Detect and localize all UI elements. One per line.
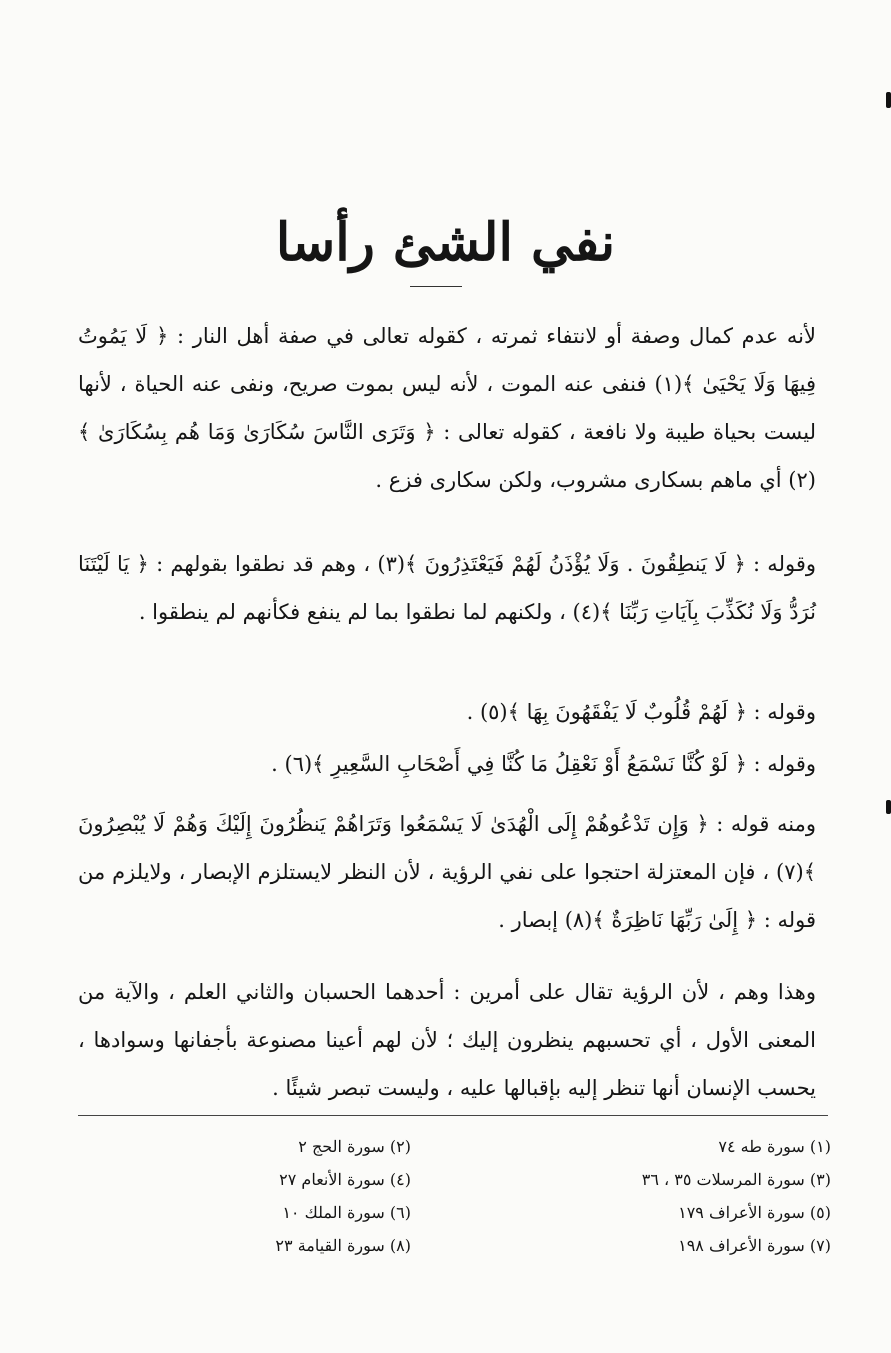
paragraph-text: وهذا وهم ، لأن الرؤية تقال على أمرين : أحدهما الحسبان والثاني العلم ، والآية من المعنى الأول ، أي تحسبهم ينظرون إليك ؛ لأن لهم أعينا مصنوعة بأجفانها وسوادها ، يحسب الإنسان أنها تنظر إليه بإقبالها عليه ، وليست تبصر شيئًا . <box>78 980 816 1100</box>
paragraph-text: وقوله : ﴿ لَوْ كُنَّا نَسْمَعُ أَوْ نَعْقِلُ مَا كُنَّا فِي أَصْحَابِ السَّعِيرِ ﴾(٦) . <box>271 752 816 776</box>
title-divider <box>410 286 462 287</box>
footnotes-column-left <box>171 1130 411 1262</box>
footnote-divider <box>78 1115 828 1116</box>
footnote: (٦) سورة الملك ١٠ <box>282 1203 411 1222</box>
paragraph-text: وقوله : ﴿ لَا يَنطِقُونَ . وَلَا يُؤْذَنُ لَهُمْ فَيَعْتَذِرُونَ ﴾(٣) ، وهم قد نطقوا بقولهم : ﴿ يَا لَيْتَنَا نُرَدُّ وَلَا نُكَذِّبَ بِآيَاتِ رَبِّنَا ﴾(٤) ، ولكنهم لما نطقوا بما لم ينفع فكأنهم لم ينطقوا . <box>78 552 816 624</box>
page-edge-mark <box>886 92 891 108</box>
body-paragraph-1 <box>78 312 816 504</box>
body-paragraph-4 <box>78 740 816 788</box>
footnote: (٥) سورة الأعراف ١٧٩ <box>678 1203 831 1222</box>
body-paragraph-5 <box>78 800 816 944</box>
footnote: (٣) سورة المرسلات ٣٥ ، ٣٦ <box>641 1170 831 1189</box>
body-paragraph-3 <box>78 688 816 736</box>
page-edge-mark <box>886 800 891 814</box>
footnote: (٢) سورة الحج ٢ <box>298 1137 411 1156</box>
paragraph-text: ومنه قوله : ﴿ وَإِن تَدْعُوهُمْ إِلَى الْهُدَىٰ لَا يَسْمَعُوا وَتَرَاهُمْ يَنظُرُونَ إِلَيْكَ وَهُمْ لَا يُبْصِرُونَ ﴾(٧) ، فإن المعتزلة احتجوا على نفي الرؤية ، لأن النظر لايستلزم الإبصار ، ولايلزم من قوله : ﴿ إِلَىٰ رَبِّهَا نَاظِرَةٌ ﴾(٨) إبصار . <box>78 812 816 932</box>
paragraph-text: لأنه عدم كمال وصفة أو لانتفاء ثمرته ، كقوله تعالى في صفة أهل النار : ﴿ لَا يَمُوتُ فِيهَا وَلَا يَحْيَىٰ ﴾(١) فنفى عنه الموت ، لأنه ليس بموت صريح، ونفى عنه الحياة ، لأنها ليست بحياة طيبة ولا نافعة ، كقوله تعالى : ﴿ وَتَرَى النَّاسَ سُكَارَىٰ وَمَا هُم بِسُكَارَىٰ ﴾(٢) أي ماهم بسكارى مشروب، ولكن سكارى فزع . <box>78 324 816 492</box>
footnotes-column-right <box>551 1130 831 1262</box>
footnote: (١) سورة طه ٧٤ <box>718 1137 831 1156</box>
footnote: (٧) سورة الأعراف ١٩٨ <box>678 1236 831 1255</box>
body-paragraph-6 <box>78 968 816 1112</box>
footnote: (٨) سورة القيامة ٢٣ <box>275 1236 411 1255</box>
paragraph-text: وقوله : ﴿ لَهُمْ قُلُوبٌ لَا يَفْقَهُونَ بِهَا ﴾(٥) . <box>466 700 816 724</box>
body-paragraph-2 <box>78 540 816 636</box>
page-title: نفي الشئ رأسا <box>275 211 616 273</box>
footnote: (٤) سورة الأنعام ٢٧ <box>279 1170 411 1189</box>
